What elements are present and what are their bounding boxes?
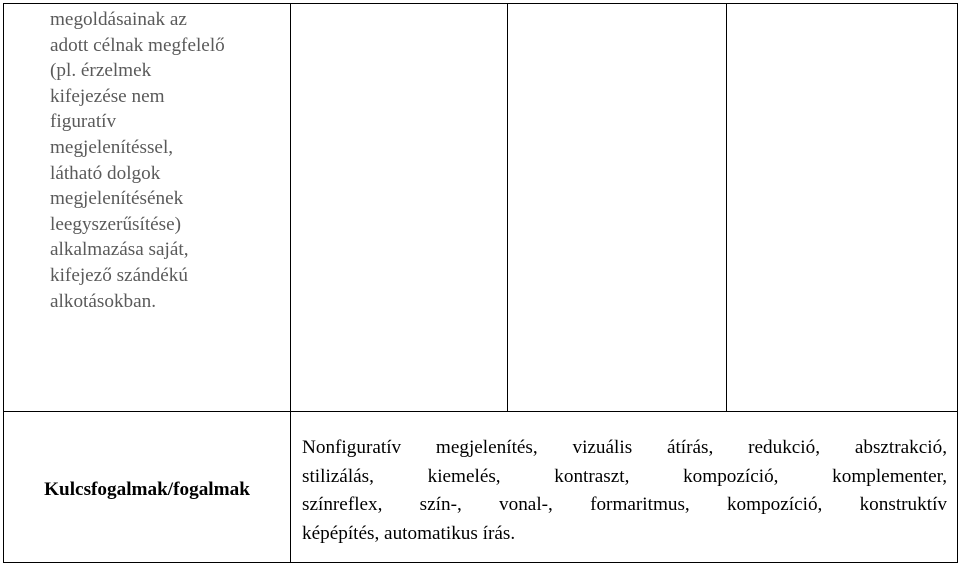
description-line: alkalmazása saját, [50,239,189,261]
table-row [4,4,958,412]
description-line: kifejezése nem [50,85,165,107]
keywords-line: színreflex, szín-, vonal-, formaritmus, kompozíció, konstruktív [302,494,947,515]
curriculum-table [3,3,958,563]
keywords-line: Nonfiguratív megjelenítés, vizuális átírás, redukció, absztrakció, [302,437,947,458]
keywords-label-cell [4,412,291,563]
description-line: leegyszerűsítése) [50,213,182,235]
description-line: figuratív [50,111,117,133]
description-line: megjelenítéssel, [50,136,174,158]
empty-cell [727,4,958,412]
description-line: megjelenítésének [50,188,184,210]
description-line: (pl. érzelmek [50,60,152,82]
description-line: adott célnak megfelelő [50,34,225,56]
description-cell [4,4,291,412]
description-line: kifejező szándékú [50,264,188,286]
description-line: látható dolgok [50,162,161,184]
description-line: alkotásokban. [50,290,157,312]
empty-cell [508,4,727,412]
keywords-line: képépítés, automatikus írás. [302,522,516,544]
empty-cell [291,4,508,412]
keywords-text [291,412,957,548]
keywords-label: Kulcsfogalmak/fogalmak [44,479,250,500]
description-line: megoldásainak az [50,9,187,30]
keywords-content-cell [291,412,958,563]
keywords-line: stilizálás, kiemelés, kontraszt, kompozíció, komplementer, [302,465,947,487]
description-text [4,4,290,314]
table-row [4,412,958,563]
